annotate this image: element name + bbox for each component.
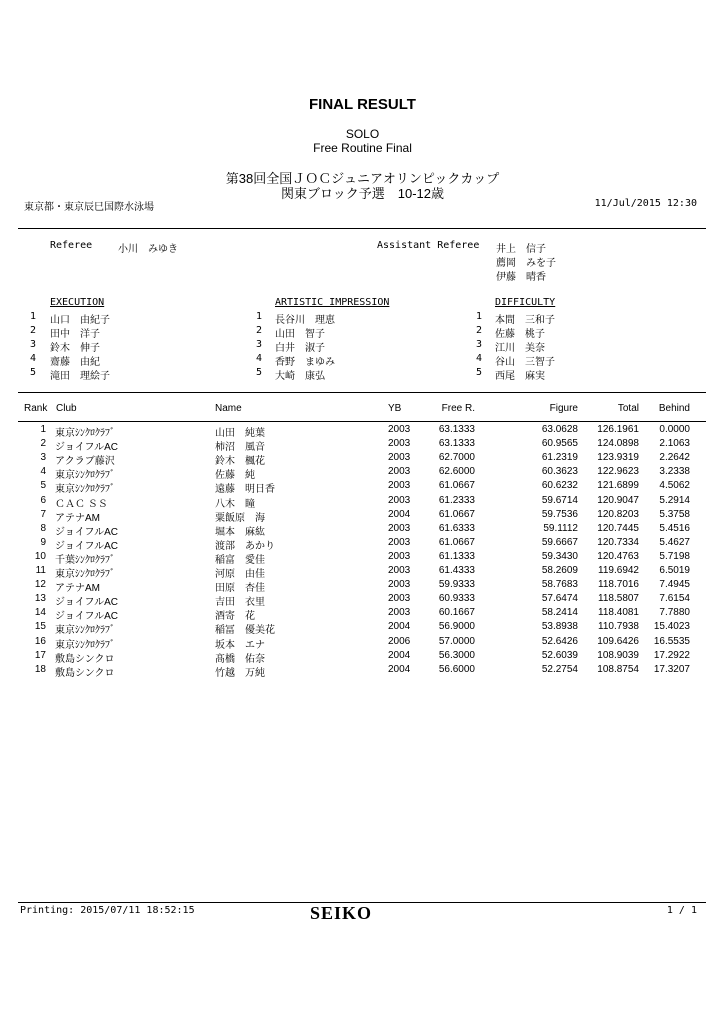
assistant-referee-label: Assistant Referee [377, 240, 480, 251]
judge-name: 大崎 康弘 [275, 371, 325, 382]
judge-no: 3 [256, 339, 263, 350]
judge-name: 山田 智子 [275, 329, 325, 340]
free-routine-cell: 56.3000 [438, 649, 475, 661]
total-cell: 120.8203 [597, 508, 639, 520]
club-cell: 敷島シンクロ [55, 653, 115, 665]
yb-cell: 2003 [388, 438, 411, 450]
figure-cell: 59.6714 [541, 494, 578, 506]
yb-cell: 2006 [388, 635, 411, 647]
total-cell: 108.9039 [597, 649, 639, 661]
event-name: SOLO [345, 127, 380, 141]
club-cell: 敷島シンクロ [55, 667, 115, 679]
club-cell: 東京ｼﾝｸﾛｸﾗﾌﾞ [55, 470, 115, 482]
yb-cell: 2003 [388, 522, 411, 534]
table-header [0, 403, 725, 417]
rank-cell: 8 [40, 522, 46, 534]
behind-cell: 7.6154 [659, 593, 690, 605]
yb-cell: 2003 [388, 466, 411, 478]
judge-no: 3 [30, 339, 37, 350]
behind-cell: 17.3207 [653, 663, 690, 675]
judge-no: 4 [476, 353, 483, 364]
rank-cell: 14 [34, 607, 46, 619]
table-row [0, 452, 725, 466]
yb-cell: 2003 [388, 550, 411, 562]
judge-no: 2 [30, 325, 37, 336]
name-cell: 髙橋 佑奈 [215, 653, 265, 665]
rank-cell: 13 [34, 593, 46, 605]
club-cell: 東京ｼﾝｸﾛｸﾗﾌﾞ [55, 569, 115, 580]
table-row [0, 650, 725, 664]
name-cell: 田原 杏佳 [215, 583, 265, 595]
name-cell: 坂本 エナ [215, 639, 265, 651]
judge-no: 4 [30, 353, 37, 364]
seiko-logo: SEIKO [310, 903, 373, 923]
figure-cell: 58.7683 [541, 579, 578, 591]
total-cell: 119.6942 [598, 565, 639, 576]
judge-name: 本間 三和子 [495, 315, 555, 326]
behind-cell: 5.7198 [659, 550, 690, 562]
rank-cell: 7 [40, 508, 46, 520]
judge-name: 谷山 三智子 [495, 357, 555, 368]
table-row [0, 607, 725, 621]
table-row [0, 466, 725, 480]
club-cell: アテナAM [55, 512, 100, 524]
judge-no: 4 [256, 353, 263, 364]
free-routine-cell: 63.1333 [438, 438, 475, 450]
total-cell: 126.1961 [597, 424, 639, 435]
judge-no: 1 [256, 311, 263, 322]
free-routine-cell: 60.9333 [438, 593, 475, 605]
yb-cell: 2003 [388, 579, 411, 591]
judge-no: 5 [476, 367, 483, 378]
panel-heading: EXECUTION [50, 297, 105, 308]
club-cell: 東京ｼﾝｸﾛｸﾗﾌﾞ [55, 625, 115, 637]
figure-cell: 58.2414 [541, 607, 578, 619]
behind-cell: 7.7880 [659, 607, 690, 619]
name-cell: 稲冨 優美花 [215, 625, 275, 637]
figure-cell: 59.3430 [541, 550, 578, 562]
total-cell: 108.8754 [597, 663, 639, 675]
figure-cell: 61.2319 [541, 452, 578, 464]
rank-cell: 1 [40, 424, 46, 435]
behind-cell: 5.4516 [659, 522, 690, 534]
table-row [0, 523, 725, 537]
rank-cell: 10 [34, 550, 46, 562]
free-routine-cell: 63.1333 [438, 424, 475, 435]
table-row [0, 565, 725, 579]
judge-no: 1 [476, 311, 483, 322]
total-cell: 120.4763 [597, 550, 639, 562]
figure-cell: 52.6039 [541, 649, 578, 661]
judge-name: 齋藤 由紀 [50, 357, 100, 368]
name-cell: 鈴木 楓花 [215, 456, 265, 468]
figure-cell: 58.2609 [541, 565, 578, 576]
figure-cell: 53.8938 [541, 621, 578, 633]
rank-cell: 3 [40, 452, 46, 464]
figure-cell: 60.9565 [541, 438, 578, 450]
yb-cell: 2003 [388, 593, 411, 605]
judge-name: 白井 淑子 [275, 343, 325, 354]
referee-label: Referee [50, 240, 93, 251]
name-cell: 粟飯原 海 [215, 512, 265, 524]
name-cell: 八木 瞳 [215, 498, 255, 510]
judge-name: 佐藤 桃子 [495, 329, 545, 340]
table-row [0, 537, 725, 551]
yb-cell: 2003 [388, 607, 411, 619]
table-row [0, 480, 725, 494]
divider [18, 421, 706, 422]
free-routine-cell: 61.0667 [438, 536, 475, 548]
table-row [0, 495, 725, 509]
club-cell: ＣＡＣ ＳＳ [55, 498, 108, 510]
rank-cell: 16 [34, 635, 46, 647]
name-cell: 佐藤 純 [215, 470, 255, 482]
rank-cell: 11 [35, 565, 46, 576]
club-cell: ジョイフルAC [55, 611, 118, 623]
table-row [0, 593, 725, 607]
free-routine-cell: 56.6000 [438, 663, 475, 675]
total-cell: 118.7016 [598, 579, 639, 591]
page-number: 1 / 1 [666, 905, 697, 916]
free-routine-cell: 61.6333 [438, 522, 475, 534]
free-routine-cell: 59.9333 [438, 579, 475, 591]
rank-cell: 2 [40, 438, 46, 450]
rank-cell: 6 [40, 494, 46, 506]
figure-cell: 63.0628 [541, 424, 578, 435]
yb-cell: 2003 [388, 494, 411, 506]
name-cell: 酒寄 花 [215, 611, 255, 623]
free-routine-cell: 61.0667 [438, 508, 475, 520]
name-cell: 渡部 あかり [215, 540, 275, 552]
behind-cell: 0.0000 [659, 424, 690, 435]
yb-cell: 2003 [388, 424, 411, 435]
rank-cell: 18 [34, 663, 46, 675]
club-cell: アテナAM [55, 583, 100, 595]
judge-no: 5 [30, 367, 37, 378]
printing-timestamp: Printing: 2015/07/11 18:52:15 [20, 905, 195, 916]
judge-no: 5 [256, 367, 263, 378]
figure-cell: 59.6667 [541, 536, 578, 548]
total-cell: 109.6426 [597, 635, 639, 647]
judge-name: 鈴木 伸子 [50, 343, 100, 354]
behind-cell: 5.4627 [659, 536, 690, 548]
judge-no: 2 [256, 325, 263, 336]
figure-cell: 60.3623 [541, 466, 578, 478]
table-row [0, 621, 725, 635]
name-cell: 竹越 万純 [215, 667, 265, 679]
club-cell: ジョイフルAC [55, 597, 118, 609]
club-cell: アクラブ藤沢 [55, 456, 115, 468]
table-row [0, 424, 725, 438]
behind-cell: 5.3758 [659, 508, 690, 520]
total-cell: 121.6899 [597, 480, 639, 492]
judge-name: 山口 由紀子 [50, 315, 110, 326]
rank-cell: 17 [34, 649, 46, 661]
name-cell: 遠藤 明日香 [215, 484, 275, 496]
name-cell: 山田 純葉 [215, 428, 265, 439]
assistant-referee-3: 伊藤 晴香 [496, 272, 546, 283]
free-routine-cell: 61.4333 [438, 565, 475, 576]
column-rank: Rank [24, 403, 48, 414]
table-row [0, 664, 725, 678]
panel-heading: ARTISTIC IMPRESSION [275, 297, 390, 308]
figure-cell: 60.6232 [541, 480, 578, 492]
total-cell: 110.7938 [598, 621, 639, 633]
free-routine-cell: 60.1667 [438, 607, 475, 619]
rank-cell: 12 [34, 579, 46, 591]
rank-cell: 9 [40, 536, 46, 548]
free-routine-cell: 56.9000 [438, 621, 475, 633]
total-cell: 120.9047 [597, 494, 639, 506]
behind-cell: 4.5062 [659, 480, 690, 492]
column-total: Total [617, 403, 639, 414]
total-cell: 118.4081 [598, 607, 639, 619]
datetime: 11/Jul/2015 12:30 [594, 198, 697, 209]
name-cell: 稲富 愛佳 [215, 554, 265, 566]
total-cell: 123.9319 [597, 452, 639, 464]
judge-name: 長谷川 理恵 [275, 315, 335, 326]
competition-title: 第38回全国ＪＯＣジュニアオリンピックカップ [225, 171, 500, 186]
table-row [0, 579, 725, 593]
behind-cell: 2.2642 [659, 452, 690, 464]
judge-name: 香野 まゆみ [275, 357, 335, 368]
club-cell: 千葉ｼﾝｸﾛｸﾗﾌﾞ [55, 554, 115, 566]
judge-name: 西尾 麻実 [495, 371, 545, 382]
total-cell: 120.7445 [597, 522, 639, 534]
behind-cell: 3.2338 [659, 466, 690, 478]
free-routine-cell: 57.0000 [438, 635, 475, 647]
behind-cell: 16.5535 [653, 635, 690, 647]
yb-cell: 2004 [388, 649, 411, 661]
free-routine-cell: 61.0667 [438, 480, 475, 492]
column-name: Name [215, 403, 242, 414]
judge-no: 1 [30, 311, 37, 322]
behind-cell: 17.2922 [653, 649, 690, 661]
name-cell: 柿沼 風音 [215, 442, 265, 454]
behind-cell: 15.4023 [653, 621, 690, 633]
behind-cell: 6.5019 [659, 565, 690, 576]
judge-no: 3 [476, 339, 483, 350]
behind-cell: 5.2914 [659, 494, 690, 506]
divider [18, 228, 706, 229]
yb-cell: 2003 [388, 565, 411, 576]
yb-cell: 2004 [388, 663, 411, 675]
yb-cell: 2004 [388, 621, 411, 633]
table-row [0, 509, 725, 523]
column-club: Club [56, 403, 77, 414]
judge-name: 田中 洋子 [50, 329, 100, 340]
figure-cell: 52.6426 [541, 635, 578, 647]
figure-cell: 57.6474 [541, 593, 578, 605]
behind-cell: 7.4945 [659, 579, 690, 591]
column-figure: Figure [549, 403, 578, 414]
name-cell: 堀本 麻紘 [215, 526, 265, 538]
judge-name: 江川 美奈 [495, 343, 545, 354]
referee-name: 小川 みゆき [118, 244, 178, 255]
free-routine-cell: 62.6000 [438, 466, 475, 478]
club-cell: 東京ｼﾝｸﾛｸﾗﾌﾞ [55, 639, 115, 651]
free-routine-cell: 62.7000 [438, 452, 475, 464]
column-free: Free R. [441, 403, 475, 414]
panel-heading: DIFFICULTY [495, 297, 556, 308]
club-cell: ジョイフルAC [55, 540, 118, 552]
venue: 東京都・東京辰巳国際水泳場 [24, 202, 154, 213]
routine-name: Free Routine Final [313, 141, 412, 155]
assistant-referee-1: 井上 信子 [496, 244, 546, 255]
yb-cell: 2003 [388, 536, 411, 548]
total-cell: 124.0898 [597, 438, 639, 450]
club-cell: ジョイフルAC [55, 442, 118, 454]
figure-cell: 52.2754 [541, 663, 578, 675]
table-row [0, 438, 725, 452]
divider [18, 392, 706, 393]
name-cell: 吉田 衣里 [215, 597, 265, 609]
total-cell: 122.9623 [597, 466, 639, 478]
yb-cell: 2003 [388, 452, 411, 464]
judge-name: 滝田 理絵子 [50, 371, 110, 382]
total-cell: 120.7334 [597, 536, 639, 548]
figure-cell: 59.7536 [541, 508, 578, 520]
table-row [0, 636, 725, 650]
column-behind: Behind [658, 403, 690, 414]
free-routine-cell: 61.2333 [438, 494, 475, 506]
club-cell: ジョイフルAC [55, 526, 118, 538]
page-title: FINAL RESULT [309, 96, 416, 113]
table-row [0, 551, 725, 565]
behind-cell: 2.1063 [659, 438, 690, 450]
yb-cell: 2004 [388, 508, 411, 520]
rank-cell: 4 [40, 466, 46, 478]
competition-subtitle: 関東ブロック予選 10-12歳 [281, 186, 444, 201]
free-routine-cell: 61.1333 [438, 550, 475, 562]
club-cell: 東京ｼﾝｸﾛｸﾗﾌﾞ [55, 484, 115, 496]
judge-no: 2 [476, 325, 483, 336]
rank-cell: 5 [40, 480, 46, 492]
yb-cell: 2003 [388, 480, 411, 492]
name-cell: 河原 由佳 [215, 569, 265, 580]
rank-cell: 15 [34, 621, 46, 633]
total-cell: 118.5807 [598, 593, 639, 605]
club-cell: 東京ｼﾝｸﾛｸﾗﾌﾞ [55, 428, 115, 439]
assistant-referee-2: 薦岡 みを子 [496, 258, 556, 269]
column-yb: YB [388, 403, 402, 414]
figure-cell: 59.1112 [543, 522, 578, 534]
